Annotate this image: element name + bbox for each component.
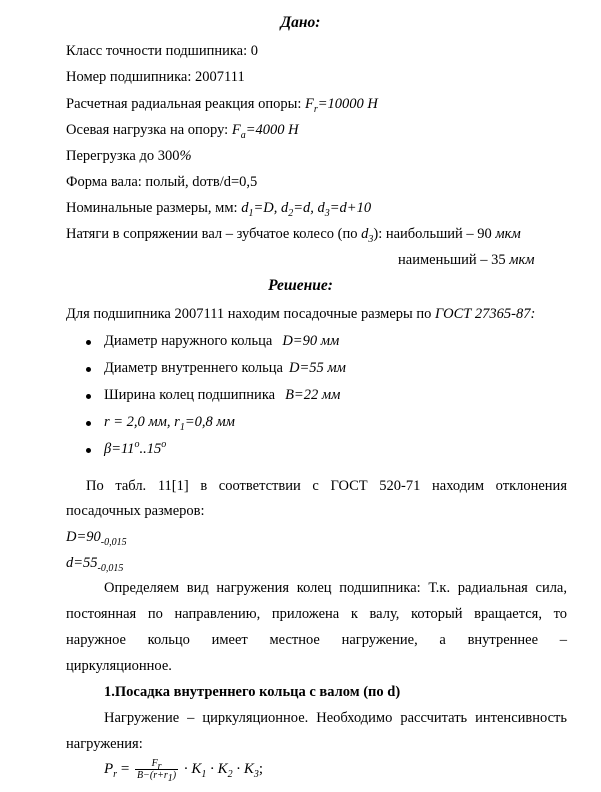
bullet-value: D=90 мм	[282, 333, 340, 349]
nominal-d2-sub: 2	[288, 207, 294, 219]
list-item	[0, 360, 601, 380]
deviation-d-value: d=55	[66, 555, 98, 571]
formula-numerator: F	[151, 758, 158, 769]
formula-lhs: P	[104, 760, 114, 777]
para2-line2: постоянная по направлению, приложена к валу, который вращается, то	[66, 606, 567, 622]
list-item	[0, 387, 601, 407]
bullet-beta-degree: о	[161, 439, 167, 451]
formula-k2-sub: 2	[227, 768, 233, 780]
bullet-r: r = 2,0 мм, r	[104, 414, 180, 430]
bullet-label: Диаметр внутреннего кольца	[104, 360, 283, 376]
formula-k1: · K	[180, 760, 202, 777]
bullet-dot	[86, 421, 91, 426]
given-heading: Дано:	[280, 14, 321, 31]
accuracy-class-line: Класс точности подшипника: 0	[66, 43, 259, 59]
intensity-formula	[104, 758, 264, 784]
solution-heading: Решение:	[268, 277, 333, 294]
bullet-dot	[86, 394, 91, 399]
radial-reaction-label: Расчетная радиальная реакция опоры:	[66, 96, 305, 112]
bullet-value: B=22 мм	[285, 387, 341, 403]
interference-line	[66, 226, 521, 243]
nominal-d2: d	[280, 200, 289, 216]
axial-load-sub: a	[240, 129, 246, 141]
bullet-dot	[86, 367, 91, 372]
bullet-r-value: =0,8 мм	[184, 414, 235, 430]
formula-k3: · K	[232, 760, 254, 777]
interference-max: ): наибольший – 90	[373, 226, 496, 242]
radial-reaction-line	[66, 96, 378, 113]
section1-title: 1.Посадка внутреннего кольца с валом (по d)	[104, 684, 401, 700]
deviation-D-value: D=90	[66, 529, 101, 545]
bullet-value: D=55 мм	[288, 360, 346, 376]
nominal-d3-sub: 3	[324, 207, 330, 219]
bullet-label: Диаметр наружного кольца	[104, 333, 273, 349]
para1-line1: По табл. 11[1] в соответствии с ГОСТ 520-71 находим отклонения	[86, 478, 567, 494]
radial-reaction-value: =10000 Н	[317, 96, 378, 112]
bullet-beta: β=11	[104, 441, 135, 457]
formula-denominator-sub: 1	[167, 773, 173, 784]
axial-load-value: =4000 Н	[245, 122, 299, 138]
formula-denominator: B−(r+r	[137, 770, 168, 781]
formula-numerator-sub: r	[157, 761, 162, 772]
overload-label: Перегрузка до 300	[66, 148, 180, 164]
interference-min: наименьший – 35	[398, 252, 510, 268]
bearing-number-line: Номер подшипника: 2007111	[66, 69, 245, 85]
nominal-d2-value: =d,	[293, 200, 318, 216]
solution-intro-text: Для подшипника 2007111 находим посадочные размеры по	[66, 306, 436, 322]
bullet-dot	[86, 340, 91, 345]
formula-denominator-close: )	[172, 770, 177, 781]
interference-d-sub: 3	[368, 233, 374, 245]
formula-k1-sub: 1	[201, 768, 207, 780]
list-item	[0, 441, 601, 461]
radial-reaction-sub: r	[313, 103, 318, 115]
bullet-beta-mid: ..15	[139, 441, 162, 457]
para1-line2: посадочных размеров:	[66, 503, 205, 519]
nominal-label: Номинальные размеры, мм:	[66, 200, 242, 216]
bullet-r-sub: 1	[179, 421, 185, 433]
para3-line1: Нагружение – циркуляционное. Необходимо рассчитать интенсивность	[104, 710, 567, 726]
formula-fraction	[135, 758, 178, 784]
solution-intro-gost: ГОСТ 27365-87:	[435, 306, 536, 322]
deviation-d	[66, 555, 123, 572]
deviation-D-sub: -0,015	[100, 536, 127, 548]
nominal-d3-value: =d+10	[329, 200, 372, 216]
bullet-beta-degree: о	[134, 439, 140, 451]
radial-reaction-symbol: F	[305, 96, 314, 112]
solution-intro-line	[66, 306, 535, 323]
interference-unit: мкм	[495, 226, 521, 242]
formula-equals: =	[117, 760, 134, 777]
interference-label: Натяги в сопряжении вал – зубчатое колесо (по	[66, 226, 362, 242]
para2-line3: наружное кольцо имеет местное нагружение, а внутреннее –	[66, 632, 567, 648]
interference-min-unit: мкм	[509, 252, 535, 268]
deviation-d-sub: -0,015	[97, 562, 124, 574]
bullet-label: Ширина колец подшипника	[104, 387, 276, 403]
axial-load-label: Осевая нагрузка на опору:	[66, 122, 232, 138]
nominal-d1-sub: 1	[248, 207, 254, 219]
para3-line2: нагружения:	[66, 736, 143, 752]
bullet-dot	[86, 448, 91, 453]
axial-load-symbol: F	[231, 122, 241, 138]
nominal-d1: d	[241, 200, 249, 216]
para2-line1: Определяем вид нагружения колец подшипника: Т.к. радиальная сила,	[104, 580, 567, 596]
formula-k3-sub: 3	[253, 768, 259, 780]
formula-end: ;	[258, 760, 264, 777]
formula-lhs-sub: r	[113, 768, 118, 780]
overload-percent: %	[179, 148, 192, 164]
interference-d: d	[361, 226, 369, 242]
nominal-d3: d	[317, 200, 325, 216]
axial-load-line	[66, 122, 299, 139]
deviation-D	[66, 529, 127, 546]
formula-k2: · K	[206, 760, 228, 777]
list-item	[0, 333, 601, 353]
nominal-d1-value: =D,	[253, 200, 281, 216]
nominal-sizes-line	[66, 200, 371, 217]
para2-line4: циркуляционное.	[66, 658, 172, 674]
shaft-form-line: Форма вала: полый, dотв/d=0,5	[66, 174, 258, 190]
list-item	[0, 414, 601, 434]
overload-line	[66, 148, 192, 165]
interference-min-line	[398, 252, 535, 269]
